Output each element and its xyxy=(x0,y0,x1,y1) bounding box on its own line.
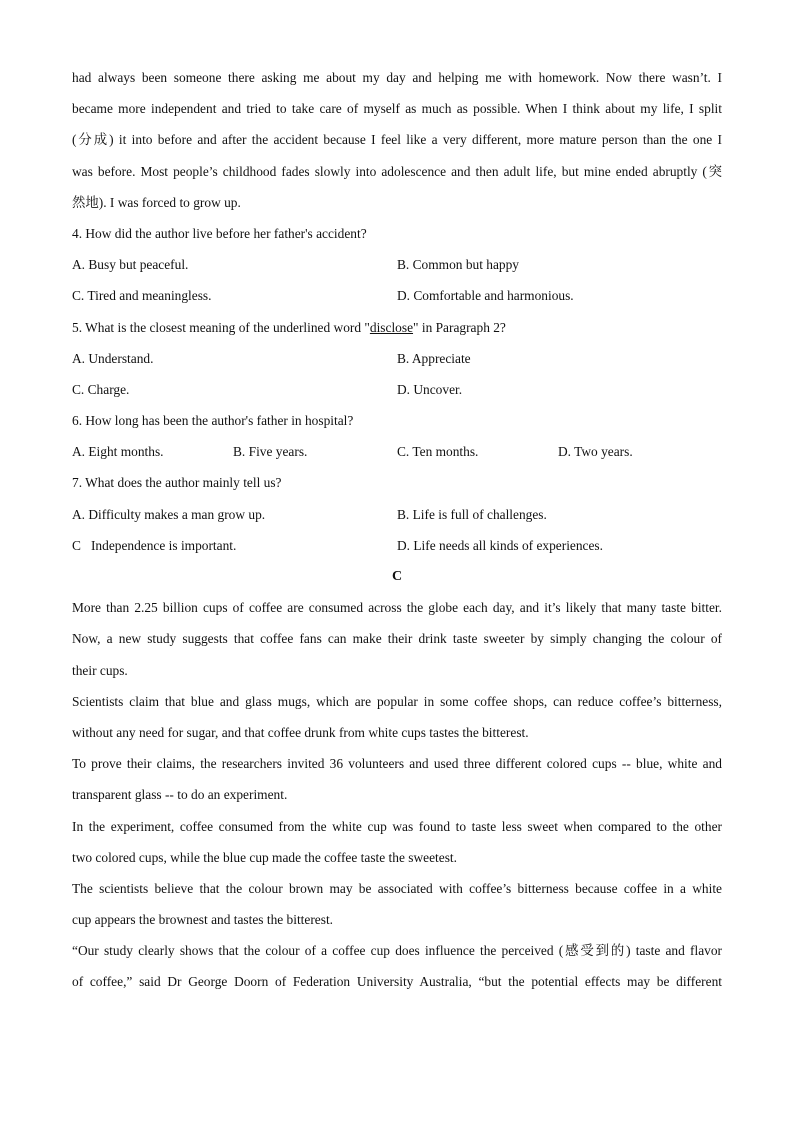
paragraph xyxy=(72,935,722,997)
text-line: To prove their claims, the researchers invited 36 volunteers and used three different colored cups -- blue, white and xyxy=(72,756,722,772)
paragraph xyxy=(72,686,722,748)
text-line: 然地). I was forced to grow up. xyxy=(72,194,241,210)
option-b: B. Appreciate xyxy=(397,350,471,366)
text-line: two colored cups, while the blue cup made the coffee taste the sweetest. xyxy=(72,849,457,865)
text-line: “Our study clearly shows that the colour of a coffee cup does influence the perceived (感受到的) taste and flavor xyxy=(72,943,722,959)
option-a: A. Eight months. xyxy=(72,444,164,460)
options-row xyxy=(72,343,722,374)
paragraph xyxy=(72,873,722,935)
option-b: B. Life is full of challenges. xyxy=(397,506,547,522)
stem-post: " in Paragraph 2? xyxy=(413,319,506,335)
question-5 xyxy=(72,312,722,406)
option-a: A. Understand. xyxy=(72,350,154,366)
text-line: Scientists claim that blue and glass mugs, which are popular in some coffee shops, can reduce coffee’s bitterness, xyxy=(72,693,722,709)
section-title: C xyxy=(391,569,403,584)
text-line: without any need for sugar, and that coffee drunk from white cups tastes the bitterest. xyxy=(72,724,529,740)
question-stem: 7. What does the author mainly tell us? xyxy=(72,475,282,491)
passage-b-tail xyxy=(72,62,722,218)
options-row xyxy=(72,280,722,311)
text-line: transparent glass -- to do an experiment. xyxy=(72,787,288,803)
stem-pre: 5. What is the closest meaning of the underlined word " xyxy=(72,319,370,335)
paragraph xyxy=(72,748,722,810)
question-7 xyxy=(72,467,722,561)
option-d: D. Life needs all kinds of experiences. xyxy=(397,537,603,553)
option-c: C. Ten months. xyxy=(397,444,479,460)
option-c: C. Tired and meaningless. xyxy=(72,288,212,304)
question-stem xyxy=(72,312,722,343)
options-row xyxy=(72,374,722,405)
option-d: D. Comfortable and harmonious. xyxy=(397,288,574,304)
text-line: The scientists believe that the colour brown may be associated with coffee’s bitterness because coffee in a white xyxy=(72,880,722,896)
section-c-body xyxy=(72,592,722,997)
text-line: was before. Most people’s childhood fades slowly into adolescence and then adult life, but mine ended abruptly (突 xyxy=(72,163,722,179)
question-4 xyxy=(72,218,722,312)
text-line: of coffee,” said Dr George Doorn of Federation University Australia, “but the potential effects may be different xyxy=(72,974,722,990)
text-line: More than 2.25 billion cups of coffee are consumed across the globe each day, and it’s likely that many taste bitter. xyxy=(72,600,722,616)
text-line: Now, a new study suggests that coffee fans can make their drink taste sweeter by simply changing the colour of xyxy=(72,631,722,647)
options-row xyxy=(72,499,722,530)
text-line: became more independent and tried to take care of myself as much as possible. When I think about my life, I split xyxy=(72,101,722,117)
options-row xyxy=(72,249,722,280)
option-d: D. Uncover. xyxy=(397,381,463,397)
option-c: C Independence is important. xyxy=(72,537,237,553)
options-row xyxy=(72,530,722,561)
question-6 xyxy=(72,405,722,467)
options-row xyxy=(72,436,722,467)
text-line: their cups. xyxy=(72,662,128,678)
text-line: cup appears the brownest and tastes the bitterest. xyxy=(72,912,334,928)
document-page xyxy=(72,62,722,998)
text-line: had always been someone there asking me about my day and helping me with homework. Now there wasn’t. I xyxy=(72,70,722,85)
question-stem: 4. How did the author live before her father's accident? xyxy=(72,225,367,241)
option-b: B. Common but happy xyxy=(397,257,520,273)
paragraph xyxy=(72,811,722,873)
option-c: C. Charge. xyxy=(72,381,130,397)
option-d: D. Two years. xyxy=(558,444,633,460)
option-a: A. Busy but peaceful. xyxy=(72,257,189,273)
paragraph xyxy=(72,592,722,686)
option-a: A. Difficulty makes a man grow up. xyxy=(72,506,266,522)
underlined-word: disclose xyxy=(369,319,414,335)
text-line: In the experiment, coffee consumed from the white cup was found to taste less sweet when compared to the other xyxy=(72,818,722,834)
question-stem: 6. How long has been the author's father in hospital? xyxy=(72,413,354,429)
text-line: (分成) it into before and after the accident because I feel like a very different, more mature person than the one I xyxy=(72,132,722,148)
option-b: B. Five years. xyxy=(233,444,308,460)
